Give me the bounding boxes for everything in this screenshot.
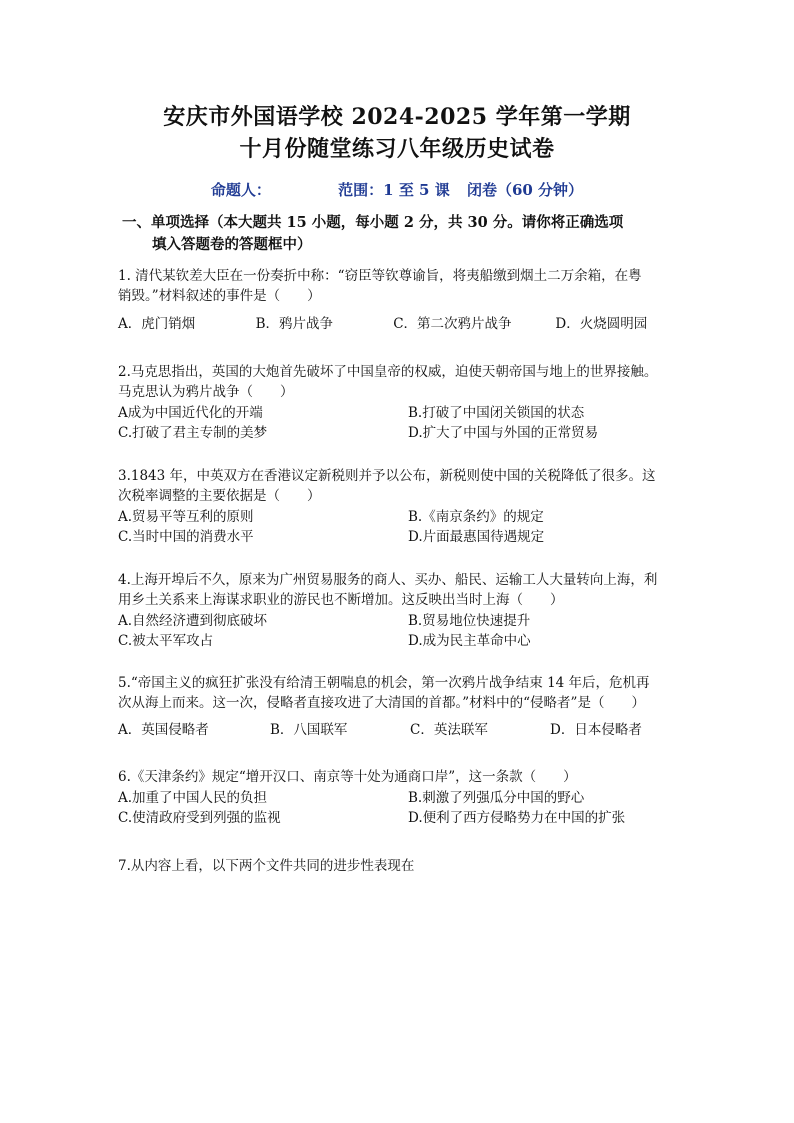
- question-text: 7.从内容上看，以下两个文件共同的进步性表现在: [118, 858, 415, 874]
- section-heading-line2: 填入答题卷的答题框中）: [152, 236, 312, 253]
- exam-info-text: 闭卷（60 分钟）: [466, 181, 584, 199]
- scope-text: 范围：1 至 5 课: [338, 181, 450, 199]
- option-d: D.成为民主革命中心: [408, 633, 531, 649]
- question-1: [118, 266, 693, 306]
- option-a: A成为中国近代化的开端: [118, 405, 263, 421]
- question-text: 次税率调整的主要依据是（ ）: [118, 488, 321, 504]
- question-text: 用乡土关系来上海谋求职业的游民也不断增加。这反映出当时上海（ ）: [118, 592, 564, 608]
- section-heading: [122, 212, 682, 256]
- option-b: B.《南京条约》的规定: [408, 509, 544, 525]
- option-a: A.加重了中国人民的负担: [118, 790, 268, 806]
- option-c: C.打破了君主专制的美梦: [118, 425, 268, 441]
- question-text: 6.《天津条约》规定“增开汉口、南京等十处为通商口岸”，这一条款（ ）: [118, 769, 577, 785]
- option-b: B．鸦片战争: [255, 316, 334, 332]
- exam-meta: [0, 179, 794, 200]
- option-d: D.扩大了中国与外国的正常贸易: [408, 425, 599, 441]
- option-c: C.被太平军攻占: [118, 633, 214, 649]
- option-c: C．第二次鸦片战争: [393, 316, 512, 332]
- question-5: [118, 673, 693, 713]
- question-3: [118, 466, 693, 506]
- exam-title-line1: 安庆市外国语学校 2024-2025 学年第一学期: [163, 104, 631, 130]
- option-a: A.贸易平等互利的原则: [118, 509, 254, 525]
- option-c: C．英法联军: [410, 722, 488, 738]
- question-3-options: [118, 507, 693, 547]
- option-d: D.便利了西方侵略势力在中国的扩张: [408, 810, 626, 826]
- question-text: 4.上海开埠后不久，原来为广州贸易服务的商人、买办、船民、运输工人大量转向上海，利: [118, 572, 658, 588]
- question-4: [118, 570, 693, 610]
- question-2: [118, 362, 693, 402]
- question-text: 马克思认为鸦片战争（ ）: [118, 384, 294, 400]
- question-text: 1. 清代某钦差大臣在一份奏折中称：“窃臣等钦尊谕旨，将夷船缴到烟土二万余箱，在粤: [118, 268, 642, 284]
- question-6-options: [118, 788, 693, 828]
- question-7: [118, 856, 693, 876]
- author-label: 命题人：: [210, 181, 271, 199]
- option-b: B.打破了中国闭关锁国的状态: [408, 405, 585, 421]
- question-text: 销毁。”材料叙述的事件是（ ）: [118, 288, 321, 304]
- option-c: C.当时中国的消费水平: [118, 529, 254, 545]
- option-d: D．日本侵略者: [550, 722, 642, 738]
- question-text: 次从海上而来。这一次，侵略者直接攻进了大清国的首都。”材料中的“侵略者”是（ ）: [118, 695, 645, 711]
- question-1-options: [118, 314, 693, 334]
- question-5-options: [118, 720, 693, 740]
- question-4-options: [118, 611, 693, 651]
- question-text: 3.1843 年，中英双方在香港议定新税则并予以公布，新税则使中国的关税降低了很多。这: [118, 468, 656, 484]
- option-a: A．虎门销烟: [118, 316, 196, 332]
- question-text: 5.“帝国主义的疯狂扩张没有给清王朝喘息的机会，第一次鸦片战争结束 14 年后，危机再: [118, 675, 650, 691]
- option-b: B.刺激了列强瓜分中国的野心: [408, 790, 585, 806]
- option-a: A．英国侵略者: [118, 722, 209, 738]
- option-d: D.片面最惠国待遇规定: [408, 529, 545, 545]
- option-c: C.使清政府受到列强的监视: [118, 810, 281, 826]
- question-2-options: [118, 403, 693, 443]
- question-text: 2.马克思指出，英国的大炮首先破坏了中国皇帝的权威，迫使天朝帝国与地上的世界接触。: [118, 364, 658, 380]
- option-d: D．火烧圆明园: [555, 316, 648, 332]
- option-b: B.贸易地位快速提升: [408, 613, 531, 629]
- option-a: A.自然经济遭到彻底破坏: [118, 613, 268, 629]
- exam-title-line2: 十月份随堂练习八年级历史试卷: [239, 136, 555, 162]
- section-heading-line1: 一、单项选择（本大题共 15 小题，每小题 2 分，共 30 分。请你将正确选项: [122, 214, 624, 231]
- option-b: B．八国联军: [270, 722, 348, 738]
- question-6: [118, 767, 693, 787]
